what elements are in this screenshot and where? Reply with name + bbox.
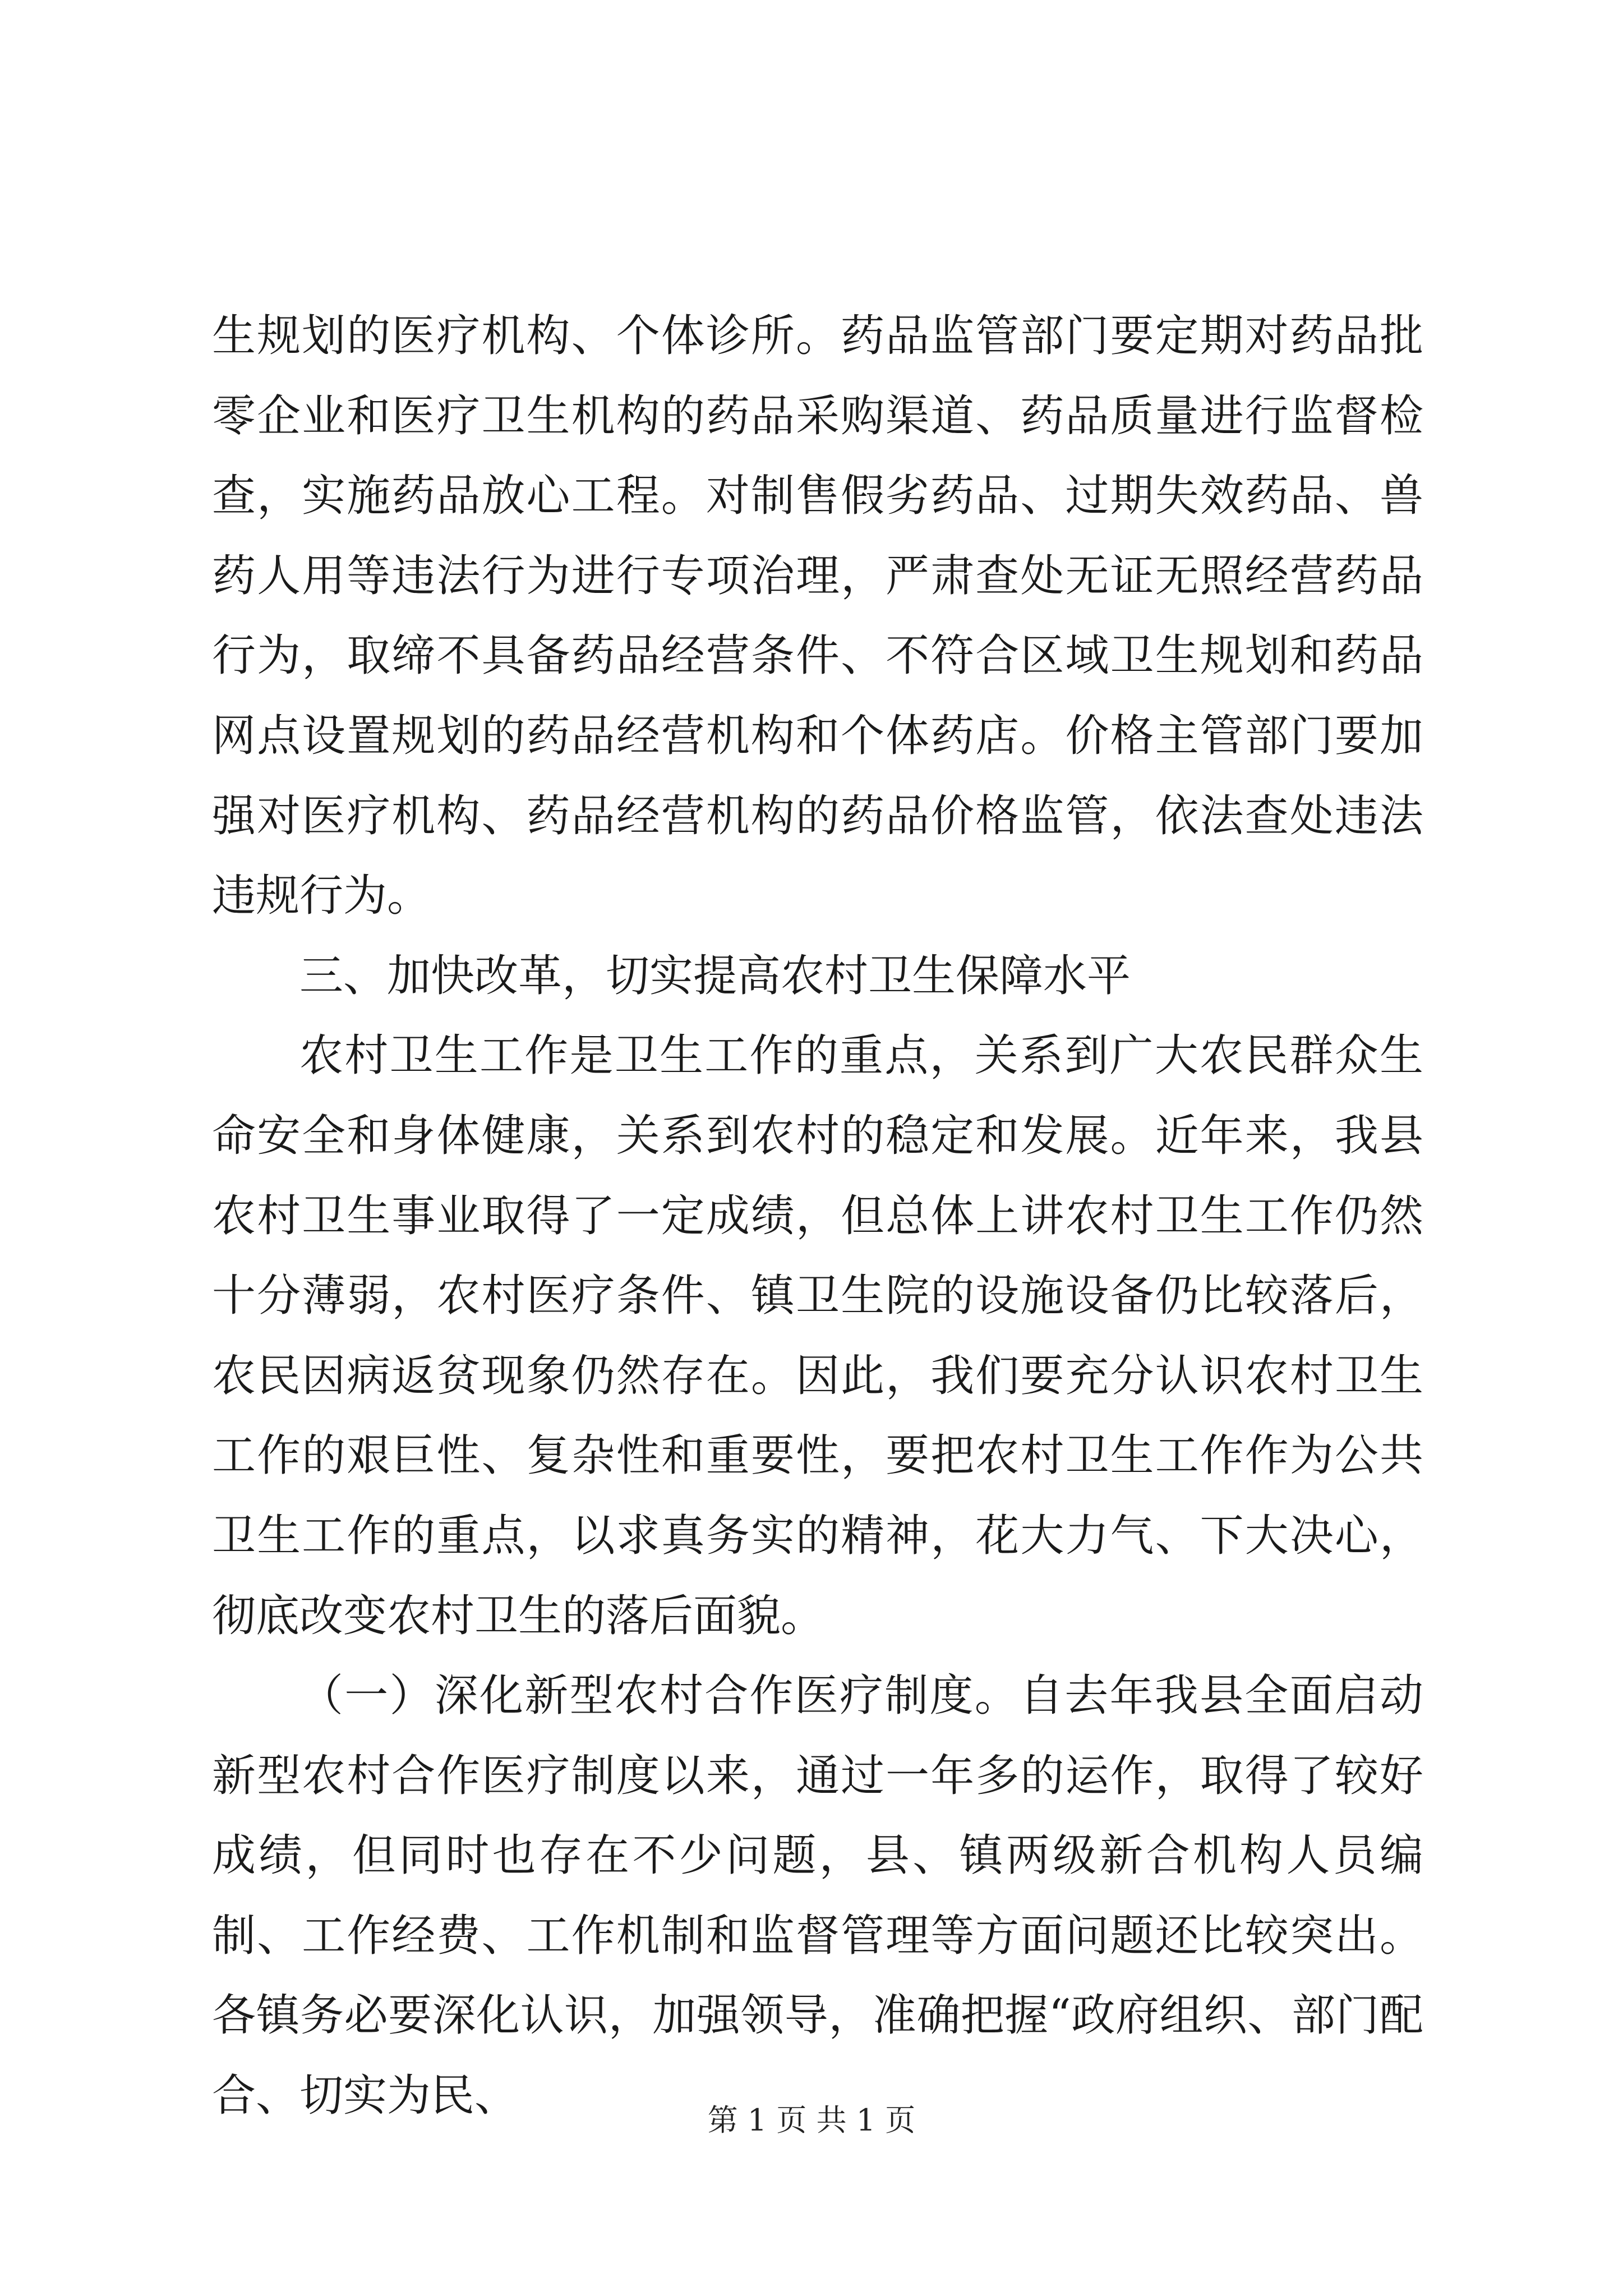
page-footer xyxy=(0,2101,1623,2140)
section-heading-rural-health: 三、加快改革，切实提高农村卫生保障水平 xyxy=(299,950,1131,1001)
page-number: 第 1 页 共 1 页 xyxy=(707,2102,916,2138)
body-text xyxy=(212,296,1423,2136)
paragraph-rural-health-work: 农村卫生工作是卫生工作的重点，关系到广大农民群众生命安全和身体健康，关系到农村的稳定和发展。近年来，我县农村卫生事业取得了一定成绩，但总体上讲农村卫生工作仍然十分薄弱，农村医疗条件、镇卫生院的设施设备仍比较落后，农民因病返贫现象仍然存在。因此，我们要充分认识农村卫生工作的艰巨性、复杂性和重要性，要把农村卫生工作作为公共卫生工作的重点，以求真务实的精神，花大力气、下大决心，彻底改变农村卫生的落后面貌。 xyxy=(212,1030,1423,1641)
paragraph-cooperative-medical-system: （一）深化新型农村合作医疗制度。自去年我县全面启动新型农村合作医疗制度以来，通过一年多的运作，取得了较好成绩，但同时也存在不少问题，县、镇两级新合机构人员编制、工作经费、工作机制和监督管理等方面问题还比较突出。各镇务必要深化认识，加强领导，准确把握“政府组织、部门配合、切实为民、 xyxy=(212,1671,1423,2122)
paragraph-drug-supervision: 生规划的医疗机构、个体诊所。药品监管部门要定期对药品批零企业和医疗卫生机构的药品采购渠道、药品质量进行监督检查，实施药品放心工程。对制售假劣药品、过期失效药品、兽药人用等违法行为进行专项治理，严肃查处无证无照经营药品行为，取缔不具备药品经营条件、不符合区域卫生规划和药品网点设置规划的药品经营机构和个体药店。价格主管部门要加强对医疗机构、药品经营机构的药品价格监管，依法查处违法违规行为。 xyxy=(212,311,1423,922)
